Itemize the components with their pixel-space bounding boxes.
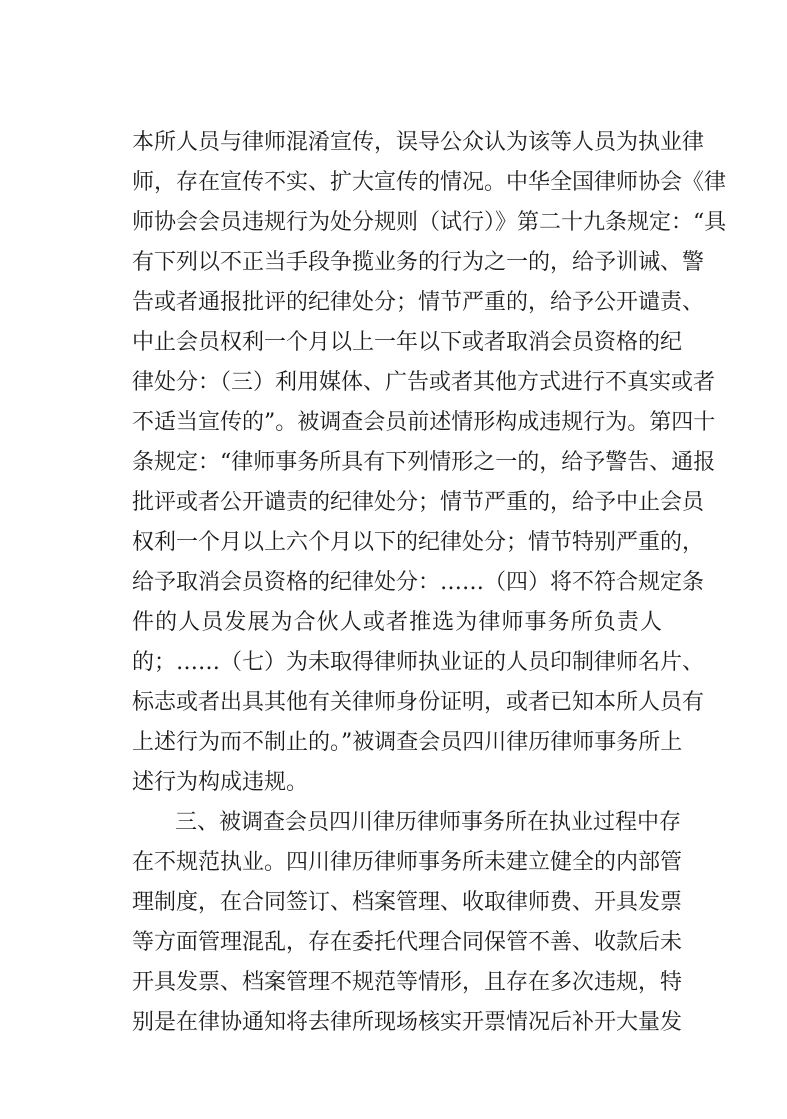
text-line: 述行为构成违规。 (132, 770, 309, 795)
text-line: 师协会会员违规行为处分规则（试行）》第二十九条规定：“具 (132, 210, 727, 235)
text-line: 三、被调查会员四川律历律师事务所在执业过程中存 (175, 810, 682, 835)
text-line: 给予取消会员资格的纪律处分：……（四）将不符合规定条 (132, 570, 705, 595)
text-line: 权利一个月以上六个月以下的纪律处分；情节特别严重的， (132, 530, 705, 555)
text-line: 在不规范执业。四川律历律师事务所未建立健全的内部管 (132, 850, 683, 875)
text-line: 师，存在宣传不实、扩大宣传的情况。中华全国律师协会《律 (132, 170, 727, 195)
text-line: 等方面管理混乱，存在委托代理合同保管不善、收款后未 (132, 930, 683, 955)
text-line: 理制度，在合同签订、档案管理、收取律师费、开具发票 (132, 890, 683, 915)
text-line: 别是在律协通知将去律所现场核实开票情况后补开大量发 (132, 1010, 683, 1035)
text-line: 律处分：（三）利用媒体、广告或者其他方式进行不真实或者 (132, 370, 716, 395)
text-line: 批评或者公开谴责的纪律处分；情节严重的，给予中止会员 (132, 490, 705, 515)
text-line: 标志或者出具其他有关律师身份证明，或者已知本所人员有 (132, 690, 705, 715)
text-line: 不适当宣传的”。被调查会员前述情形构成违规行为。第四十 (132, 410, 716, 435)
text-line: 本所人员与律师混淆宣传，误导公众认为该等人员为执业律 (132, 130, 705, 155)
text-line: 的；……（七）为未取得律师执业证的人员印制律师名片、 (132, 650, 705, 675)
text-line: 开具发票、档案管理不规范等情形，且存在多次违规，特 (132, 970, 683, 995)
text-line: 上述行为而不制止的。”被调查会员四川律历律师事务所上 (132, 730, 683, 755)
text-line: 中止会员权利一个月以上一年以下或者取消会员资格的纪 (132, 330, 683, 355)
text-line: 条规定：“律师事务所具有下列情形之一的，给予警告、通报 (132, 450, 716, 475)
text-line: 告或者通报批评的纪律处分；情节严重的，给予公开谴责、 (132, 290, 705, 315)
text-line: 件的人员发展为合伙人或者推选为律师事务所负责人 (132, 610, 662, 635)
text-line: 有下列以不正当手段争揽业务的行为之一的，给予训诫、警 (132, 250, 705, 275)
